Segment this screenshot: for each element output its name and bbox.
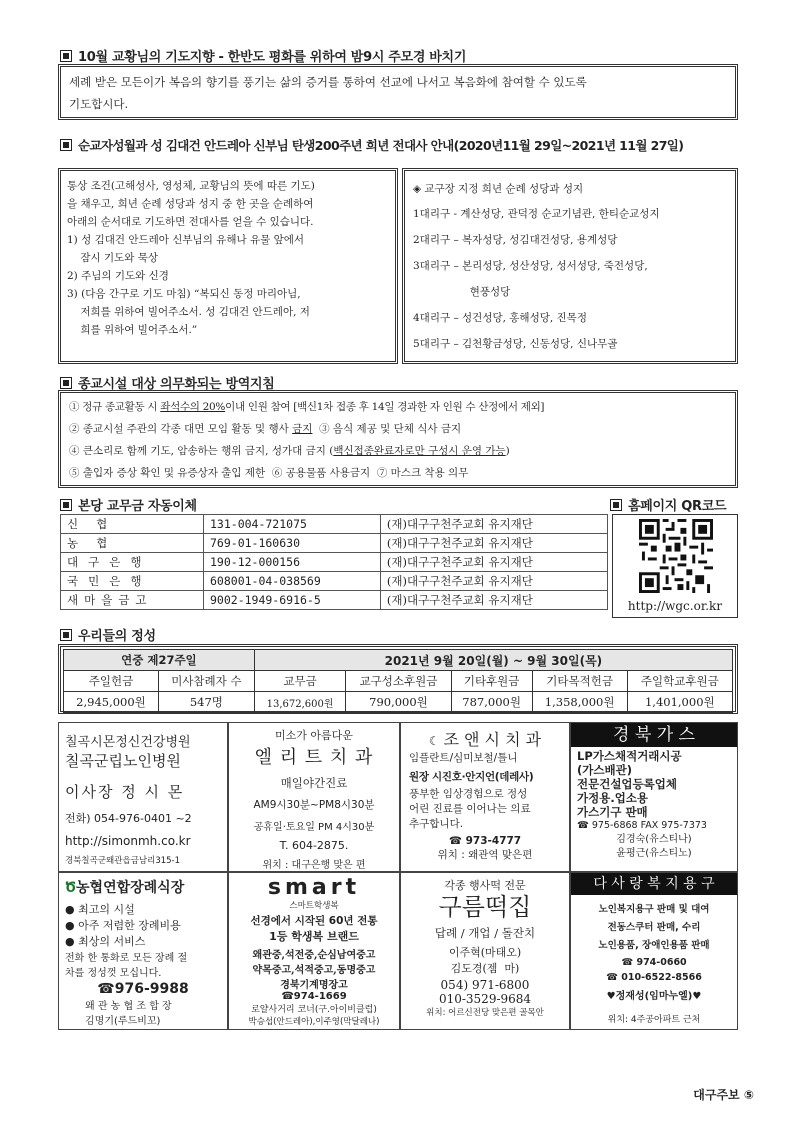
offerings-box [58,644,738,714]
ad-gyeongbuk-gas: 경 북 가 스 LP가스채적거래시공 (가스배관) 전문건설업등록업체 가정용.업소용 가스기구 판매 ☎ 975-6868 FAX 975-7373 김경숙(유스티나) 윤평근(유스티노) [570,722,738,872]
square-bullet-icon [60,499,72,511]
qr-code-icon[interactable] [639,519,713,593]
rule-1: ① 정규 종교활동 시 좌석수의 20%이내 인원 참여 [백신1차 접종 후 14일 경과한 자 인원 수 산정에서 제외] [69,401,545,413]
square-bullet-icon [60,50,72,62]
rule-4: ④ 큰소리로 함께 기도, 암송하는 행위 금지, 성가대 금지 (백신접종완료자로만 구성시 운영 가능) [69,445,510,457]
offerings-heading: 우리들의 정성 [60,625,156,644]
ad-welfare-equipment: 다 사 랑 복 지 용 구 노인복지용구 판매 및 대여 전동스쿠터 판매, 수리 노인용품, 장애인용품 판매 ☎ 974-0660 ☎ 010-6522-8566 ♥정재성(임마누엘)♥ 위치: 4주공아파트 근처 [570,872,738,1030]
table-row: 새마을금고 9002-1949-6916-5 (재)대구구천주교회 유지재단 [61,591,608,610]
bank-table [60,514,608,610]
jubilee-heading: 순교자성월과 성 김대건 안드레아 신부님 탄생200주년 희년 전대사 안내(2020년11월 29일~2021년 11월 27일) [60,136,683,154]
square-bullet-icon [60,377,72,389]
rule-5-7: ⑤ 출입자 증상 확인 및 유증상자 출입 제한 ⑥ 공용물품 사용금지 ⑦ 마스크 착용 의무 [69,467,469,479]
qr-heading: 홈페이지 QR코드 [610,495,726,514]
auto-transfer-heading: 본당 교무금 자동이체 [60,495,197,514]
ad-rice-cake: 각종 행사떡 전문 구름떡집 답례 / 개업 / 돌잔치 이주혁(마태오) 김도경(젬 마) 054) 971-6800 010-3529-9684 위치: 어르신전당 맞은편 골목안 [400,872,570,1030]
table-row: 국민은행 608001-04-038569 (재)대구구천주교회 유지재단 [61,572,608,591]
indulgence-conditions-box [58,168,398,364]
offerings-table [63,649,733,713]
ad-funeral-hall: Ծ농협연합장례식장 ● 최고의 시설 ● 아주 저렴한 장례비용 ● 최상의 서비스 전화 한 통화로 모든 장례 절 차를 정성껏 모십니다. ☎976-9988 왜 관 농 협 조 합 장 김명기(루드비꼬) [58,872,228,1030]
ad-smart-uniform: smart 스마트학생복 선경에서 시작된 60년 전통 1등 학생복 브랜드 왜관중,석전중,순심남여중고 약목중고,석적중고,동명중고 경북기계명장고 ☎974-1669 로얄사거리 코너(구.아이비클럽) 박승섭(안드레아),이주영(막달레나) [228,872,400,1030]
table-row: 신협 131-004-721075 (재)대구구천주교회 유지재단 [61,515,608,534]
qr-box [612,514,738,618]
homepage-link[interactable]: http://wgc.or.kr [627,599,723,613]
quarantine-rules-box [58,390,738,488]
ad-simon-hospital: 칠곡시몬정신건강병원 칠곡군립노인병원 이사장 정 시 몬 전화) 054-976-0401 ~2 http://simonmh.co.kr 경북칠곡군왜관읍금남리315-1 [58,722,228,872]
prayer-intention-box: 세례 받은 모든이가 복음의 향기를 풍기는 삶의 증거를 통하여 선교에 나서고 복음화에 참여할 수 있도록 기도합시다. [58,64,738,120]
ad-elite-dental: 미소가 아름다운 엘 리 트 치 과 매일야간진료 AM9시30분~PM8시30분 공휴일·토요일 PM 4시30분 T. 604-2875. 위치 : 대구은행 맞은 편 [228,722,400,872]
prayer-intention-heading: 10월 교황님의 기도지향 - 한반도 평화를 위하여 밤9시 주모경 바치기 [60,46,466,65]
indulgence-conditions-text: 통상 조건(고해성사, 영성체, 교황님의 뜻에 따른 기도) 을 채우고, 희년 순례 성당과 성지 중 한 곳을 순례하여 아래의 순서대로 기도하면 전대사를 얻을 수 있습니다. 1) 성 김대건 안드레아 신부님의 유해나 유물 앞에서 잠시 기도와 묵상 2) 주님의 기도와 신경 3) (다음 간구로 기도 마침) “복되신 동정 마리아님, 저희를 위하여 빌어주소서. 성 김대건 안드레아, 저 희를 위하여 빌어주소서.” [67,180,315,336]
page-footer: 대구주보 ⑤ [693,1088,754,1102]
table-row: 연중 제27주일 2021년 9월 20일(월) ~ 9월 30일(목) [64,650,733,671]
ad-joansi-dental: ☾ 조 앤 시 치 과 임플란트/심미보철/틀니 원장 시진호·안지언(데레사) 풍부한 임상경험으로 정성 어린 진료를 이어나는 의료 추구합니다. ☎ 973-4777 위치 : 왜관역 맞은편 [400,722,570,872]
pilgrimage-sites-box: ◈ 교구장 지정 희년 순례 성당과 성지 1대리구 - 계산성당, 관덕정 순교기념관, 한티순교성지 2대리구 – 복자성당, 성김대건성당, 용계성당 3대리구 – 본리성당, 성산성당, 성서성당, 죽전성당, 현풍성당 4대리구 – 성건성당, 홍해성당, 진목정 5대리구 – 김천황금성당, 신동성당, 신나무골 [402,168,738,364]
table-row: 대구은행 190-12-000156 (재)대구구천주교회 유지재단 [61,553,608,572]
funeral-logo: Ծ농협연합장례식장 [65,880,185,896]
square-bullet-icon [60,139,72,151]
table-row: 2,945,000원 547명 13,672,600원 790,000원 787,000원 1,358,000원 1,401,000원 [64,692,733,713]
square-bullet-icon [60,629,72,641]
pilgrimage-sites-list: 1대리구 - 계산성당, 관덕정 순교기념관, 한티순교성지 2대리구 – 복자성당, 성김대건성당, 용계성당 3대리구 – 본리성당, 성산성당, 성서성당, 죽전성당, 현풍성당 4대리구 – 성건성당, 홍해성당, 진목정 5대리구 – 김천황금성당, 신동성당, 신나무골 [413,208,660,350]
table-row: 주일헌금 미사참례자 수 교무금 교구성소후원금 기타후원금 기타목적헌금 주일학교후원금 [64,671,733,692]
dental-logo: ☾ 조 앤 시 치 과 [428,730,542,749]
square-bullet-icon [610,499,622,511]
smart-logo: smart [267,875,361,900]
rule-2-3: ② 종교시설 주관의 각종 대면 모임 활동 및 행사 금지 ③ 음식 제공 및 단체 식사 금지 [69,423,462,435]
nh-logo-icon: Ծ [65,880,77,896]
table-row: 농협 769-01-160630 (재)대구구천주교회 유지재단 [61,534,608,553]
tooth-icon: ☾ [428,734,444,748]
quarantine-heading: 종교시설 대상 의무화되는 방역지침 [60,373,275,392]
